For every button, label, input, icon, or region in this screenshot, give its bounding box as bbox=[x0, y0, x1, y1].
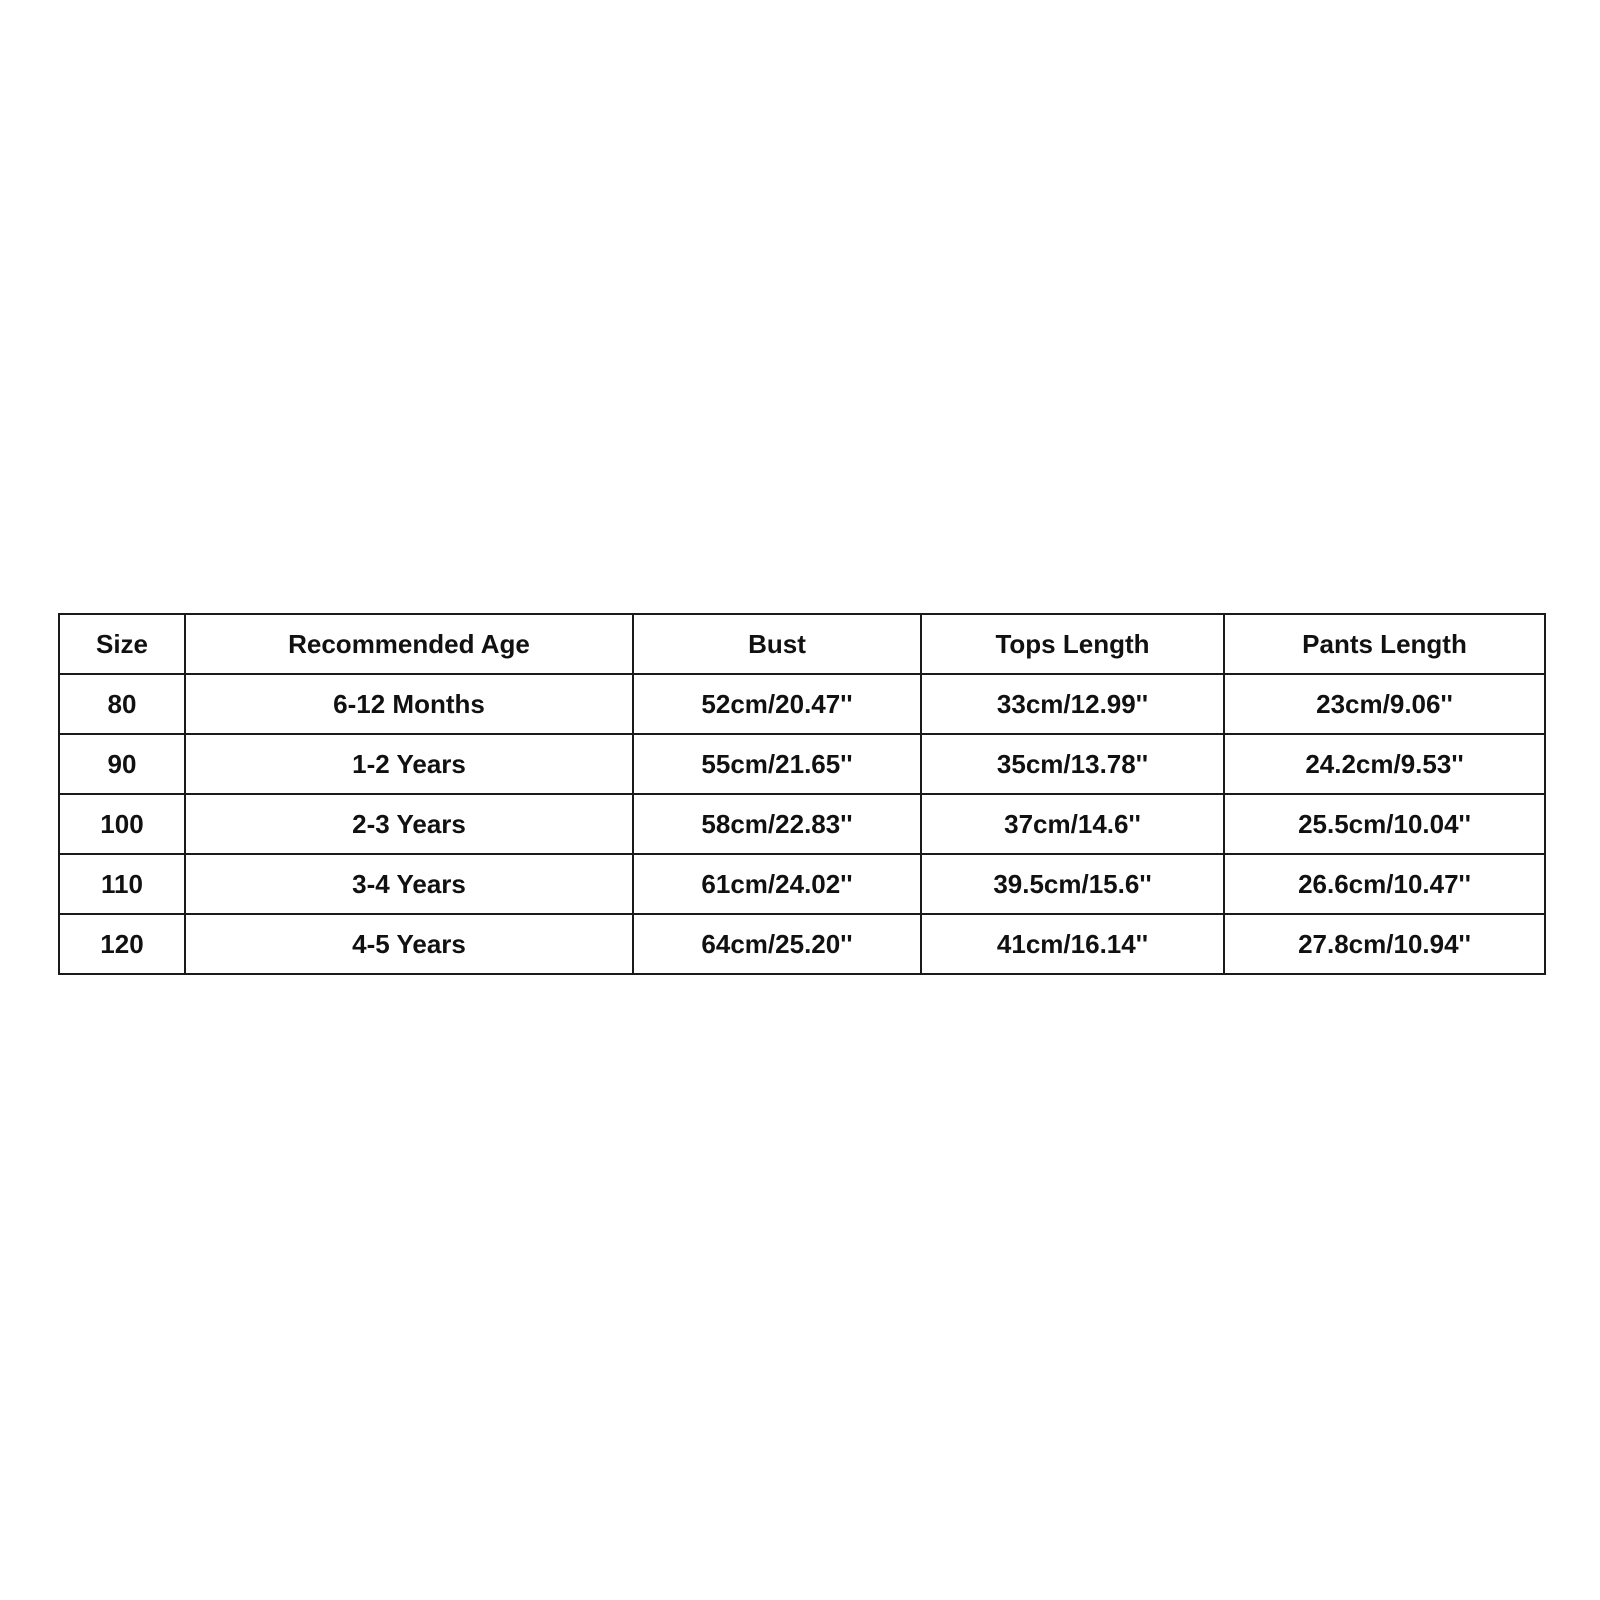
cell-pants-length: 26.6cm/10.47'' bbox=[1224, 854, 1545, 914]
cell-pants-length: 23cm/9.06'' bbox=[1224, 674, 1545, 734]
cell-pants-length: 24.2cm/9.53'' bbox=[1224, 734, 1545, 794]
size-chart-table bbox=[58, 613, 1546, 975]
header-size: Size bbox=[59, 614, 185, 674]
cell-tops-length: 33cm/12.99'' bbox=[921, 674, 1224, 734]
cell-size: 110 bbox=[59, 854, 185, 914]
cell-size: 90 bbox=[59, 734, 185, 794]
table-row bbox=[59, 674, 1545, 734]
cell-size: 100 bbox=[59, 794, 185, 854]
cell-bust: 61cm/24.02'' bbox=[633, 854, 921, 914]
header-recommended-age: Recommended Age bbox=[185, 614, 633, 674]
cell-tops-length: 41cm/16.14'' bbox=[921, 914, 1224, 974]
cell-bust: 52cm/20.47'' bbox=[633, 674, 921, 734]
header-pants-length: Pants Length bbox=[1224, 614, 1545, 674]
table-row bbox=[59, 914, 1545, 974]
cell-recommended-age: 6-12 Months bbox=[185, 674, 633, 734]
cell-size: 80 bbox=[59, 674, 185, 734]
cell-recommended-age: 3-4 Years bbox=[185, 854, 633, 914]
cell-recommended-age: 1-2 Years bbox=[185, 734, 633, 794]
cell-bust: 64cm/25.20'' bbox=[633, 914, 921, 974]
table-row bbox=[59, 794, 1545, 854]
cell-recommended-age: 2-3 Years bbox=[185, 794, 633, 854]
table-row bbox=[59, 854, 1545, 914]
cell-pants-length: 25.5cm/10.04'' bbox=[1224, 794, 1545, 854]
cell-recommended-age: 4-5 Years bbox=[185, 914, 633, 974]
header-bust: Bust bbox=[633, 614, 921, 674]
cell-tops-length: 35cm/13.78'' bbox=[921, 734, 1224, 794]
cell-bust: 55cm/21.65'' bbox=[633, 734, 921, 794]
table-row bbox=[59, 734, 1545, 794]
cell-size: 120 bbox=[59, 914, 185, 974]
cell-tops-length: 37cm/14.6'' bbox=[921, 794, 1224, 854]
cell-pants-length: 27.8cm/10.94'' bbox=[1224, 914, 1545, 974]
cell-bust: 58cm/22.83'' bbox=[633, 794, 921, 854]
header-tops-length: Tops Length bbox=[921, 614, 1224, 674]
cell-tops-length: 39.5cm/15.6'' bbox=[921, 854, 1224, 914]
table-header-row bbox=[59, 614, 1545, 674]
